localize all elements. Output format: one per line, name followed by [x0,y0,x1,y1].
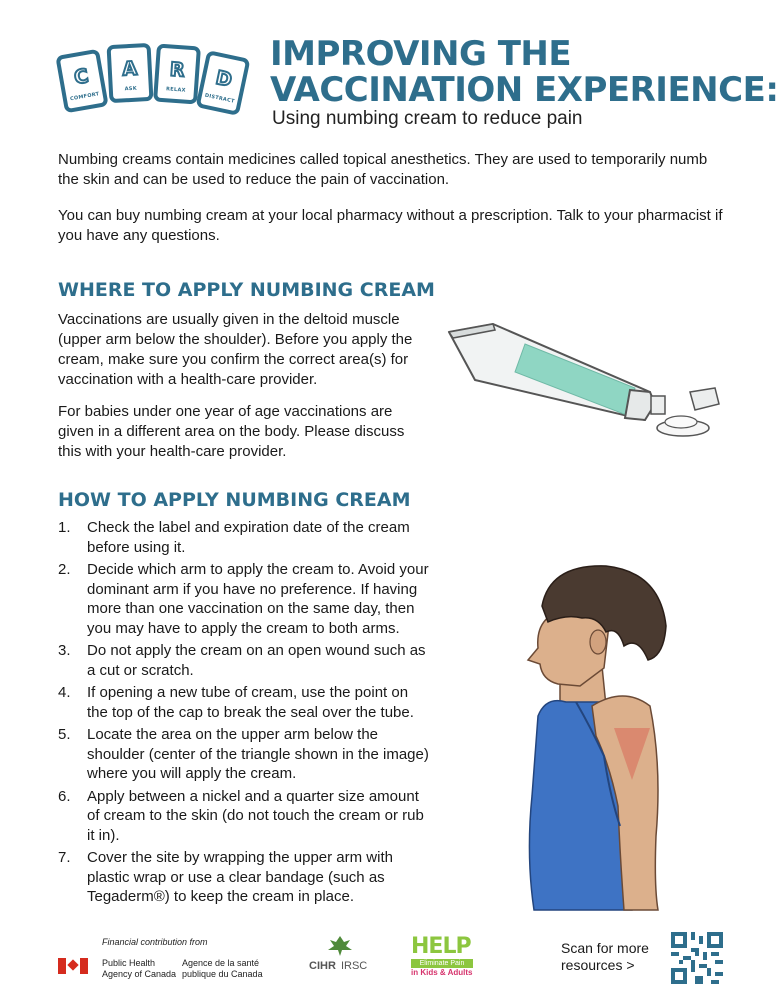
how-heading: HOW TO APPLY NUMBING CREAM [58,489,411,511]
card-r: R RELAX [153,44,201,105]
canada-flag-icon [58,958,88,974]
phac-french: Agence de la santé publique du Canada [182,958,263,979]
scan-link[interactable]: Scan for more resources > [561,940,649,973]
where-paragraph-1: Vaccinations are usually given in the deltoid muscle (upper arm below the shoulder). Before you apply the cream, make sure you confirm the correct area(s) for vaccination with a health-care provider. [58,311,413,388]
intro-paragraph-2: You can buy numbing cream at your local pharmacy without a prescription. Talk to your pharmacist if you have any questions. [58,207,723,244]
help-logo: HELP [411,934,471,959]
card-d: D DISTRACT [195,50,250,116]
help-tagline: Eliminate Pain [411,959,473,968]
child-arm-illustration [520,556,700,912]
list-item: 7. Cover the site by wrapping the upper arm with plastic wrap or use a clear bandage (such as Tegaderm®) to keep the cream in place. [58,849,393,905]
list-item: 4. If opening a new tube of cream, use the point on the top of the cap to break the seal over the tube. [58,684,414,721]
where-paragraph-2: For babies under one year of age vaccinations are given in a different area on the body. Please discuss this with your health-care provider. [58,403,405,460]
list-item: 1. Check the label and expiration date of the cream before using it. [58,519,410,556]
help-kids-adults: in Kids & Adults [411,968,473,977]
funding-label: Financial contribution from [102,937,208,947]
list-item: 5. Locate the area on the upper arm below the shoulder (center of the triangle shown in the image) where you will apply the cream. [58,726,429,782]
cream-tube-illustration [445,320,725,450]
cihr-logo: CIHR IRSC [309,960,368,972]
phac-english: Public Health Agency of Canada [102,958,177,979]
page-subtitle: Using numbing cream to reduce pain [272,108,583,129]
list-item: 3. Do not apply the cream on an open wound such as a cut or scratch. [58,642,426,679]
card-a: A ASK [107,43,154,103]
cihr-leaf-icon [326,934,354,958]
intro-paragraph-1: Numbing creams contain medicines called topical anesthetics. They are used to temporarily numb the skin and can be used to reduce the pain of vaccination. [58,151,708,188]
list-item: 6. Apply between a nickel and a quarter size amount of cream to the skin (do not touch the cream or rub it in). [58,787,424,844]
list-item: 2. Decide which arm to apply the cream to. Avoid your dominant arm if you have no preference. If having more than one vaccination on the same day, then you may have to apply the cream to both arms. [58,561,429,637]
page-title: IMPROVING THE VACCINATION EXPERIENCE: [270,34,779,110]
card-c: C COMFORT [55,49,108,114]
where-heading: WHERE TO APPLY NUMBING CREAM [58,279,435,301]
steps-list [58,518,430,910]
qr-code-icon[interactable] [671,932,723,984]
